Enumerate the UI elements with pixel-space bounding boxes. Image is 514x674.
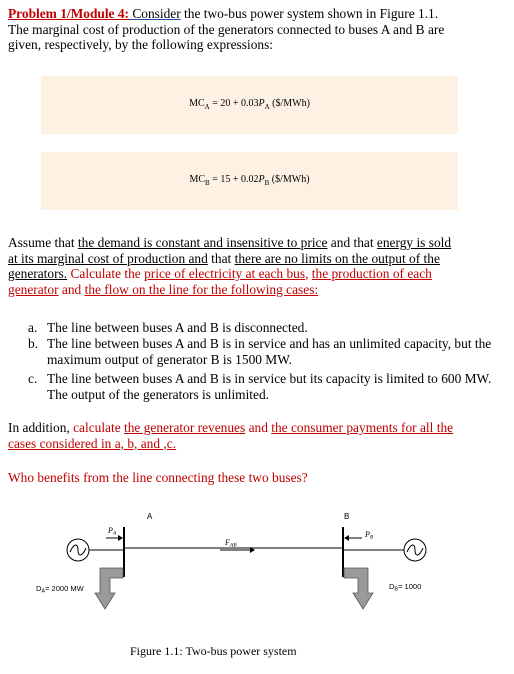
p2-calc: calculate — [73, 420, 125, 435]
p2-text: In addition, — [8, 420, 74, 435]
load-b-label: $D_B= 1000$ — [389, 582, 422, 593]
load-a-arrow-icon — [95, 568, 123, 609]
bus-b-label: B — [344, 512, 350, 521]
p2-payments: the consumer payments for all the — [271, 420, 454, 435]
p1-price: price of electricity at each bus — [144, 266, 306, 282]
p1-calc: Calculate the — [67, 266, 145, 282]
intro-line-3: given, respectively, by the following expressions: — [8, 37, 274, 53]
p1-text: Assume that — [8, 235, 78, 250]
intro-line-2: The marginal cost of production of the generators connected to buses A and B are — [8, 21, 445, 37]
intro-consider: Consider — [129, 6, 181, 21]
case-label: c. — [28, 371, 38, 386]
load-b-arrow-icon — [344, 568, 373, 609]
p1-marginal: at its marginal cost of production and — [8, 250, 208, 266]
p1-text: and that — [327, 235, 377, 250]
generator-a-icon — [67, 539, 123, 561]
case-text: The line between buses A and B is in service and has an unlimited capacity, but the maximum output of generator B is 1500 MW. — [47, 336, 492, 367]
p1-text: that — [207, 250, 235, 266]
p1-demand: the demand is constant and insensitive to price — [77, 235, 328, 250]
pb-arrow — [344, 535, 362, 541]
case-text: The line between buses A and B is disconnected. — [47, 320, 308, 335]
assumptions-paragraph — [8, 235, 508, 297]
intro-rest: the two-bus power system shown in Figure 1.1. — [180, 6, 439, 21]
p2-revenues: the generator revenues — [124, 420, 246, 435]
p1-limits: there are no limits on the output of the — [234, 250, 440, 266]
problem-title: Problem 1/Module 4: — [8, 6, 129, 21]
equation-box-b — [41, 152, 458, 210]
p2-and: and — [245, 420, 272, 435]
case-label: b. — [28, 336, 39, 351]
equation-a: $MC_A = 20 + 0.03P_A$ ($/MWh) — [189, 98, 310, 111]
p1-comma: , — [305, 266, 312, 282]
p1-and: and — [58, 281, 85, 297]
equation-box-a — [41, 76, 458, 134]
generator-b-icon — [344, 539, 426, 561]
p1-generator: generator — [8, 281, 59, 297]
pb-label: PB — [365, 530, 374, 541]
p2-cases: cases considered in a, b, and ,c. — [8, 435, 177, 451]
fab-label: FAB — [225, 538, 237, 549]
p1-energy: energy is sold — [376, 235, 452, 250]
two-bus-diagram — [36, 505, 470, 665]
p1-flow: the flow on the line for the following cases: — [84, 281, 319, 297]
load-a-label: $D_A= 2000$ MW — [36, 584, 84, 595]
p1-generators: generators. — [8, 266, 68, 282]
case-text: The line between buses A and B is in service but its capacity is limited to 600 MW. The output of the generators is unlimited. — [47, 371, 492, 402]
case-label: a. — [28, 320, 38, 335]
bus-a-label: A — [147, 512, 153, 521]
additional-paragraph — [8, 420, 508, 451]
equation-b: $MC_B = 15 + 0.02P_B$ ($/MWh) — [189, 174, 310, 187]
problem-intro — [8, 6, 508, 53]
question: Who benefits from the line connecting these two buses? — [8, 470, 308, 485]
figure-caption: Figure 1.1: Two-bus power system — [130, 644, 297, 658]
p1-production: the production of each — [311, 266, 432, 282]
pa-label: PA — [108, 526, 117, 537]
